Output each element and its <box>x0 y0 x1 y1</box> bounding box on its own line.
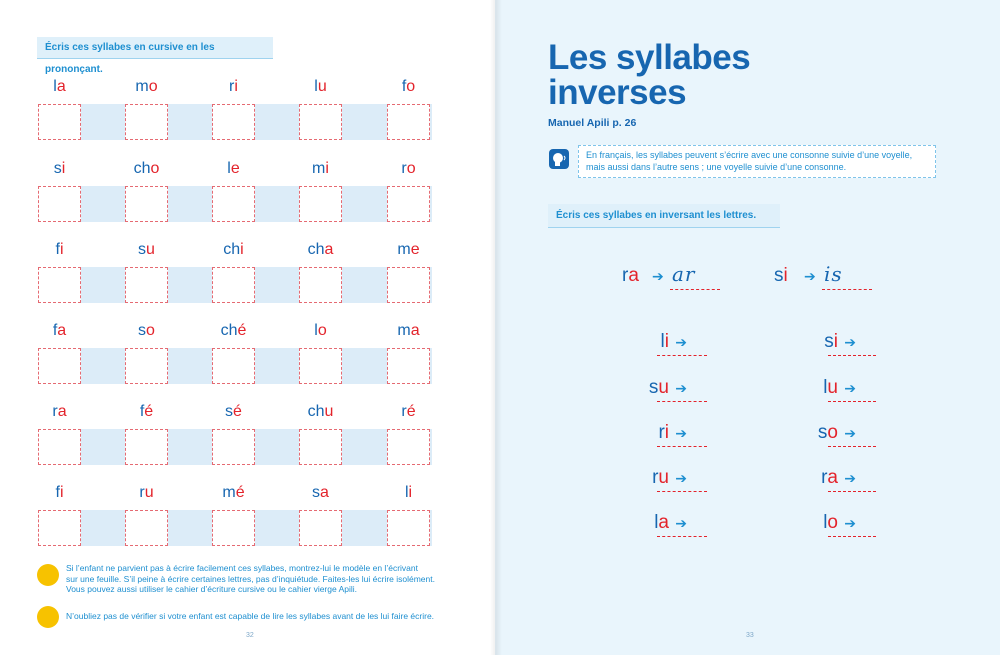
syllable-row <box>38 77 432 141</box>
vowel: i <box>59 241 64 258</box>
consonant: f <box>55 241 60 258</box>
syllable-label <box>367 159 450 179</box>
writing-box[interactable] <box>299 104 342 140</box>
syllable-label <box>367 483 450 503</box>
title-line: inverses <box>548 73 687 112</box>
syllable-label <box>192 402 275 422</box>
exercise-row <box>597 511 707 537</box>
consonant: l <box>53 78 57 95</box>
consonant: f <box>52 322 58 339</box>
syllable-row <box>38 321 432 385</box>
syllable-label <box>192 483 275 503</box>
writing-box[interactable] <box>387 267 430 303</box>
writing-box[interactable] <box>299 429 342 465</box>
answer-line[interactable] <box>828 401 876 402</box>
vowel: i <box>59 484 64 501</box>
answer-line[interactable] <box>828 446 876 447</box>
vowel: a <box>410 322 420 339</box>
answer-line[interactable] <box>828 491 876 492</box>
example-row <box>600 264 720 290</box>
vowel: u <box>144 484 154 501</box>
exercise-row <box>597 330 707 356</box>
syllable-label <box>18 483 101 503</box>
vowel: i <box>325 160 329 177</box>
writing-box[interactable] <box>387 429 430 465</box>
consonant: r <box>401 403 407 420</box>
vowel: a <box>324 241 334 258</box>
consonant: l <box>314 78 318 95</box>
exercise-row <box>597 466 707 492</box>
consonant: m <box>135 78 149 95</box>
syllable-label <box>367 321 450 341</box>
vowel: o <box>146 322 155 339</box>
writing-box[interactable] <box>387 510 430 546</box>
syllable-label <box>279 402 362 422</box>
exercise-syllable <box>658 421 669 445</box>
writing-box[interactable] <box>38 429 81 465</box>
consonant: r <box>622 265 629 286</box>
vowel: i <box>240 241 244 258</box>
arrow-right-icon: ➔ <box>675 470 687 486</box>
arrow-right-icon: ➔ <box>844 334 856 350</box>
answer-line[interactable] <box>828 536 876 537</box>
lightbulb-icon <box>37 564 59 586</box>
writing-box[interactable] <box>299 186 342 222</box>
exercise-row <box>597 376 707 402</box>
syllable-label <box>105 321 188 341</box>
vowel: o <box>406 78 416 95</box>
consonant: l <box>404 484 409 501</box>
left-instruction: Écris ces syllabes en cursive en les prononçant. <box>37 37 273 59</box>
consonant: s <box>817 422 828 443</box>
answer-line[interactable] <box>657 355 707 356</box>
exercise-syllable <box>824 330 838 354</box>
exercise-syllable <box>649 376 669 400</box>
answer-line[interactable] <box>657 491 707 492</box>
consonant: s <box>774 265 784 286</box>
consonant: m <box>222 484 236 501</box>
consonant: f <box>139 403 145 420</box>
consonant: s <box>824 331 834 352</box>
answer-line[interactable] <box>828 355 876 356</box>
tip-line: Vous pouvez aussi utiliser le cahier d’écriture cursive ou le cahier vierge Apili. <box>66 584 358 594</box>
consonant: s <box>225 403 234 420</box>
vowel: o <box>406 160 416 177</box>
exercise-syllable <box>652 466 669 490</box>
exercise-row <box>768 511 876 537</box>
syllable-label <box>105 240 188 260</box>
writing-box[interactable] <box>212 429 255 465</box>
pointing-hand-icon <box>37 606 59 628</box>
vowel: u <box>317 78 327 95</box>
syllable-label <box>279 159 362 179</box>
page-number-left: 32 <box>246 632 254 639</box>
consonant: r <box>652 467 659 488</box>
syllable-label <box>105 159 188 179</box>
vowel: i <box>408 484 413 501</box>
vowel: u <box>658 467 669 488</box>
writing-box[interactable] <box>212 510 255 546</box>
consonant: r <box>229 78 235 95</box>
consonant: ch <box>220 322 238 339</box>
vowel: i <box>833 331 838 352</box>
example-syllable <box>774 264 788 288</box>
writing-box[interactable] <box>299 348 342 384</box>
consonant: s <box>648 377 659 398</box>
vowel: o <box>827 422 838 443</box>
example-row <box>760 264 872 290</box>
consonant: l <box>227 160 231 177</box>
exercise-row <box>768 466 876 492</box>
syllable-label <box>105 402 188 422</box>
writing-box[interactable] <box>387 348 430 384</box>
tip-line: sur une feuille. S’il peine à écrire certaines lettres, pas d’inquiétude. Faites-les lui écrire isolément. <box>66 573 435 584</box>
consonant: f <box>401 78 407 95</box>
writing-box[interactable] <box>212 267 255 303</box>
page-gutter <box>490 0 502 655</box>
speaking-head-icon <box>549 149 569 169</box>
vowel: a <box>320 484 329 501</box>
exercise-syllable <box>823 511 838 535</box>
vowel: o <box>317 322 327 339</box>
page-title <box>548 40 848 110</box>
exercise-syllable <box>823 376 838 400</box>
syllable-label <box>18 321 101 341</box>
vowel: é <box>237 322 247 339</box>
exercise-syllable <box>654 511 669 535</box>
consonant: s <box>138 241 147 258</box>
vowel: u <box>658 377 669 398</box>
consonant: l <box>660 331 665 352</box>
consonant: l <box>823 377 828 398</box>
answer-line <box>822 289 872 290</box>
syllable-label <box>18 402 101 422</box>
consonant: r <box>821 467 828 488</box>
consonant: l <box>654 512 659 533</box>
syllable-label <box>367 77 450 97</box>
syllable-label <box>192 77 275 97</box>
arrow-right-icon: ➔ <box>652 268 664 284</box>
exercise-syllable <box>818 421 838 445</box>
cursive-answer: is <box>824 262 843 286</box>
arrow-right-icon: ➔ <box>844 515 856 531</box>
consonant: s <box>312 484 321 501</box>
vowel: a <box>57 403 67 420</box>
answer-line[interactable] <box>657 536 707 537</box>
vowel: i <box>664 422 669 443</box>
vowel: é <box>235 484 245 501</box>
exercise-row <box>597 421 707 447</box>
syllable-row <box>38 483 432 547</box>
vowel: i <box>61 160 66 177</box>
writing-box[interactable] <box>212 104 255 140</box>
exercise-row <box>768 376 876 402</box>
writing-box[interactable] <box>387 186 430 222</box>
vowel: u <box>827 377 838 398</box>
consonant: m <box>312 160 326 177</box>
example-syllable <box>622 264 639 288</box>
vowel: é <box>406 403 416 420</box>
consonant: ch <box>133 160 151 177</box>
writing-box[interactable] <box>38 267 81 303</box>
exercise-syllable <box>661 330 669 354</box>
arrow-right-icon: ➔ <box>675 425 687 441</box>
page-number-right: 33 <box>746 632 754 639</box>
vowel: e <box>230 160 240 177</box>
consonant: r <box>52 403 58 420</box>
writing-box[interactable] <box>125 348 168 384</box>
arrow-right-icon: ➔ <box>804 268 816 284</box>
consonant: r <box>401 160 407 177</box>
consonant: r <box>658 422 665 443</box>
vowel: o <box>150 160 160 177</box>
writing-box[interactable] <box>125 510 168 546</box>
vowel: o <box>148 78 158 95</box>
writing-box[interactable] <box>212 186 255 222</box>
consonant: s <box>53 160 62 177</box>
writing-box[interactable] <box>38 104 81 140</box>
exercise-row <box>768 330 876 356</box>
syllable-label <box>105 483 188 503</box>
syllable-label <box>18 159 101 179</box>
consonant: ch <box>307 403 325 420</box>
exercise-row <box>768 421 876 447</box>
writing-box[interactable] <box>212 348 255 384</box>
syllable-label <box>279 77 362 97</box>
vowel: é <box>144 403 154 420</box>
title-line: Les syllabes <box>548 38 751 77</box>
arrow-right-icon: ➔ <box>844 380 856 396</box>
answer-line[interactable] <box>657 401 707 402</box>
vowel: a <box>628 265 639 286</box>
vowel: i <box>783 265 788 286</box>
writing-box[interactable] <box>299 510 342 546</box>
consonant: ch <box>223 241 241 258</box>
exercise-syllable <box>821 466 838 490</box>
writing-box[interactable] <box>38 348 81 384</box>
consonant: l <box>314 322 318 339</box>
arrow-right-icon: ➔ <box>844 425 856 441</box>
consonant: m <box>397 241 411 258</box>
writing-box[interactable] <box>125 104 168 140</box>
answer-line <box>670 289 720 290</box>
syllable-label <box>279 321 362 341</box>
syllable-label <box>367 402 450 422</box>
cursive-answer: ar <box>672 262 696 286</box>
syllable-label <box>192 159 275 179</box>
writing-box[interactable] <box>299 267 342 303</box>
syllable-row <box>38 240 432 304</box>
consonant: ch <box>307 241 325 258</box>
syllable-label <box>18 77 101 97</box>
vowel: a <box>57 322 67 339</box>
arrow-right-icon: ➔ <box>675 515 687 531</box>
right-instruction: Écris ces syllabes en inversant les lettres. <box>548 204 780 228</box>
vowel: u <box>324 403 334 420</box>
arrow-right-icon: ➔ <box>675 380 687 396</box>
tip-text-2: N’oubliez pas de vérifier si votre enfant est capable de lire les syllabes avant de les lui faire écrire. <box>66 611 435 621</box>
consonant: s <box>138 322 147 339</box>
syllable-label <box>192 321 275 341</box>
writing-box[interactable] <box>38 186 81 222</box>
arrow-right-icon: ➔ <box>675 334 687 350</box>
syllable-row <box>38 159 432 223</box>
vowel: a <box>56 78 66 95</box>
consonant: f <box>55 484 60 501</box>
arrow-right-icon: ➔ <box>844 470 856 486</box>
manual-reference: Manuel Apili p. 26 <box>548 117 637 129</box>
consonant: m <box>397 322 411 339</box>
vowel: a <box>658 512 669 533</box>
vowel: é <box>233 403 242 420</box>
syllable-label <box>105 77 188 97</box>
vowel: i <box>664 331 669 352</box>
writing-box[interactable] <box>125 429 168 465</box>
writing-box[interactable] <box>125 267 168 303</box>
syllable-label <box>367 240 450 260</box>
vowel: u <box>146 241 155 258</box>
syllable-label <box>279 240 362 260</box>
writing-box[interactable] <box>125 186 168 222</box>
info-box: En français, les syllabes peuvent s’écrire avec une consonne suivie d’une voyelle, mais aussi dans l’autre sens ; une voyelle suivie d’une consonne. <box>578 145 936 178</box>
vowel: o <box>827 512 838 533</box>
vowel: a <box>827 467 838 488</box>
vowel: i <box>234 78 238 95</box>
writing-box[interactable] <box>387 104 430 140</box>
syllable-row <box>38 402 432 466</box>
vowel: e <box>410 241 420 258</box>
syllable-label <box>192 240 275 260</box>
writing-box[interactable] <box>38 510 81 546</box>
tip-line: Si l’enfant ne parvient pas à écrire facilement ces syllabes, montrez-lui le modèle en l’écrivant <box>66 563 418 573</box>
answer-line[interactable] <box>657 446 707 447</box>
syllable-label <box>18 240 101 260</box>
syllable-label <box>279 483 362 503</box>
consonant: r <box>139 484 145 501</box>
consonant: l <box>823 512 828 533</box>
tip-text-1 <box>66 563 466 595</box>
